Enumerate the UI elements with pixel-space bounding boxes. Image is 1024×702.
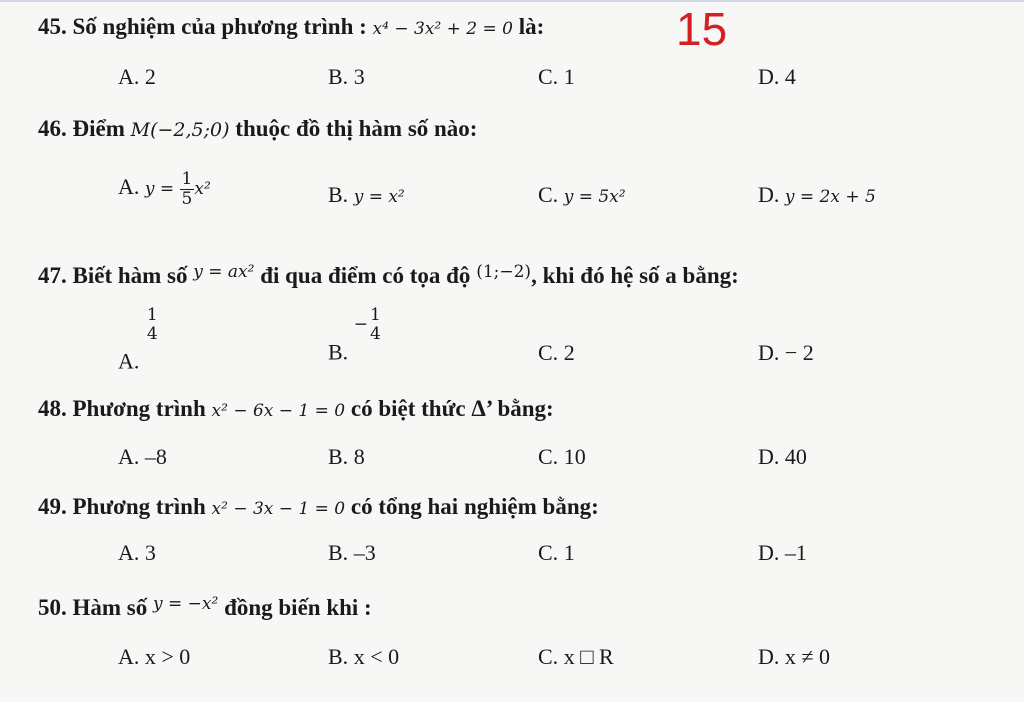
option-c[interactable]: C. 2	[538, 340, 575, 365]
question-suffix: thuộc đồ thị hàm số nào:	[235, 116, 478, 141]
option-b[interactable]: B. –3	[328, 540, 376, 565]
option-c[interactable]: C. 10	[538, 444, 586, 469]
option-a[interactable]: A. 1 4	[118, 305, 158, 374]
point: (1;−2)	[476, 262, 532, 282]
question-49	[38, 494, 599, 520]
option-d[interactable]: D. 4	[758, 64, 796, 89]
option-d[interactable]: D. 40	[758, 444, 807, 469]
option-d[interactable]: D. x ≠ 0	[758, 644, 830, 669]
handwritten-annotation: 15	[676, 3, 728, 55]
question-number: 47.	[38, 263, 67, 288]
option-a[interactable]: A. 2	[118, 64, 156, 89]
option-c[interactable]: C. 1	[538, 64, 575, 89]
question-text: Phương trình	[72, 494, 206, 519]
option-b[interactable]: B. 3	[328, 64, 365, 89]
question-number: 50.	[38, 595, 67, 620]
question-text: Phương trình	[72, 396, 206, 421]
function: y = −x²	[153, 594, 219, 614]
option-a[interactable]: A. –8	[118, 444, 167, 469]
option-c[interactable]: C. 1	[538, 540, 575, 565]
option-a[interactable]: A. x > 0	[118, 644, 191, 669]
option-c[interactable]: C. x □ R	[538, 644, 614, 669]
option-d[interactable]: D. − 2	[758, 340, 814, 365]
question-46	[38, 116, 477, 142]
question-number: 48.	[38, 396, 67, 421]
question-text: Biết hàm số	[72, 263, 188, 288]
option-a[interactable]: A. y = $\frac{1}{5}$ x²	[118, 169, 211, 209]
question-47	[38, 262, 739, 289]
equation: x² − 6x − 1 = 0	[211, 401, 346, 421]
question-50	[38, 594, 372, 621]
equation: x² − 3x − 1 = 0	[211, 499, 346, 519]
option-d[interactable]: D. –1	[758, 540, 807, 565]
question-suffix: , khi đó hệ số a bằng:	[531, 263, 739, 288]
question-number: 49.	[38, 494, 67, 519]
equation: x⁴ − 3x² + 2 = 0	[372, 19, 513, 39]
question-suffix: có tổng hai nghiệm bằng:	[350, 494, 599, 519]
question-text: Hàm số	[72, 595, 148, 620]
option-a[interactable]: A. 3	[118, 540, 156, 565]
option-b[interactable]: B. y = x²	[328, 182, 405, 207]
question-mid: đi qua điểm có tọa độ	[260, 263, 471, 288]
question-text: Điểm	[72, 116, 125, 141]
point: M(−2,5;0)	[130, 119, 230, 141]
option-b[interactable]: B. 8	[328, 444, 365, 469]
option-c[interactable]: C. y = 5x²	[538, 182, 626, 207]
top-border	[0, 0, 1024, 2]
question-number: 46.	[38, 116, 67, 141]
question-45	[38, 14, 544, 40]
option-b[interactable]: B. x < 0	[328, 644, 400, 669]
question-number: 45.	[38, 14, 67, 39]
option-b[interactable]: B. − 1 4	[328, 305, 381, 365]
question-suffix: đồng biến khi :	[224, 595, 372, 620]
question-48	[38, 396, 554, 422]
function: y = ax²	[193, 262, 255, 282]
question-text: Số nghiệm của phương trình :	[72, 14, 367, 39]
option-d[interactable]: D. y = 2x + 5	[758, 182, 876, 207]
question-suffix: có biệt thức Δ’ bằng:	[350, 396, 554, 421]
question-suffix: là:	[518, 14, 545, 39]
